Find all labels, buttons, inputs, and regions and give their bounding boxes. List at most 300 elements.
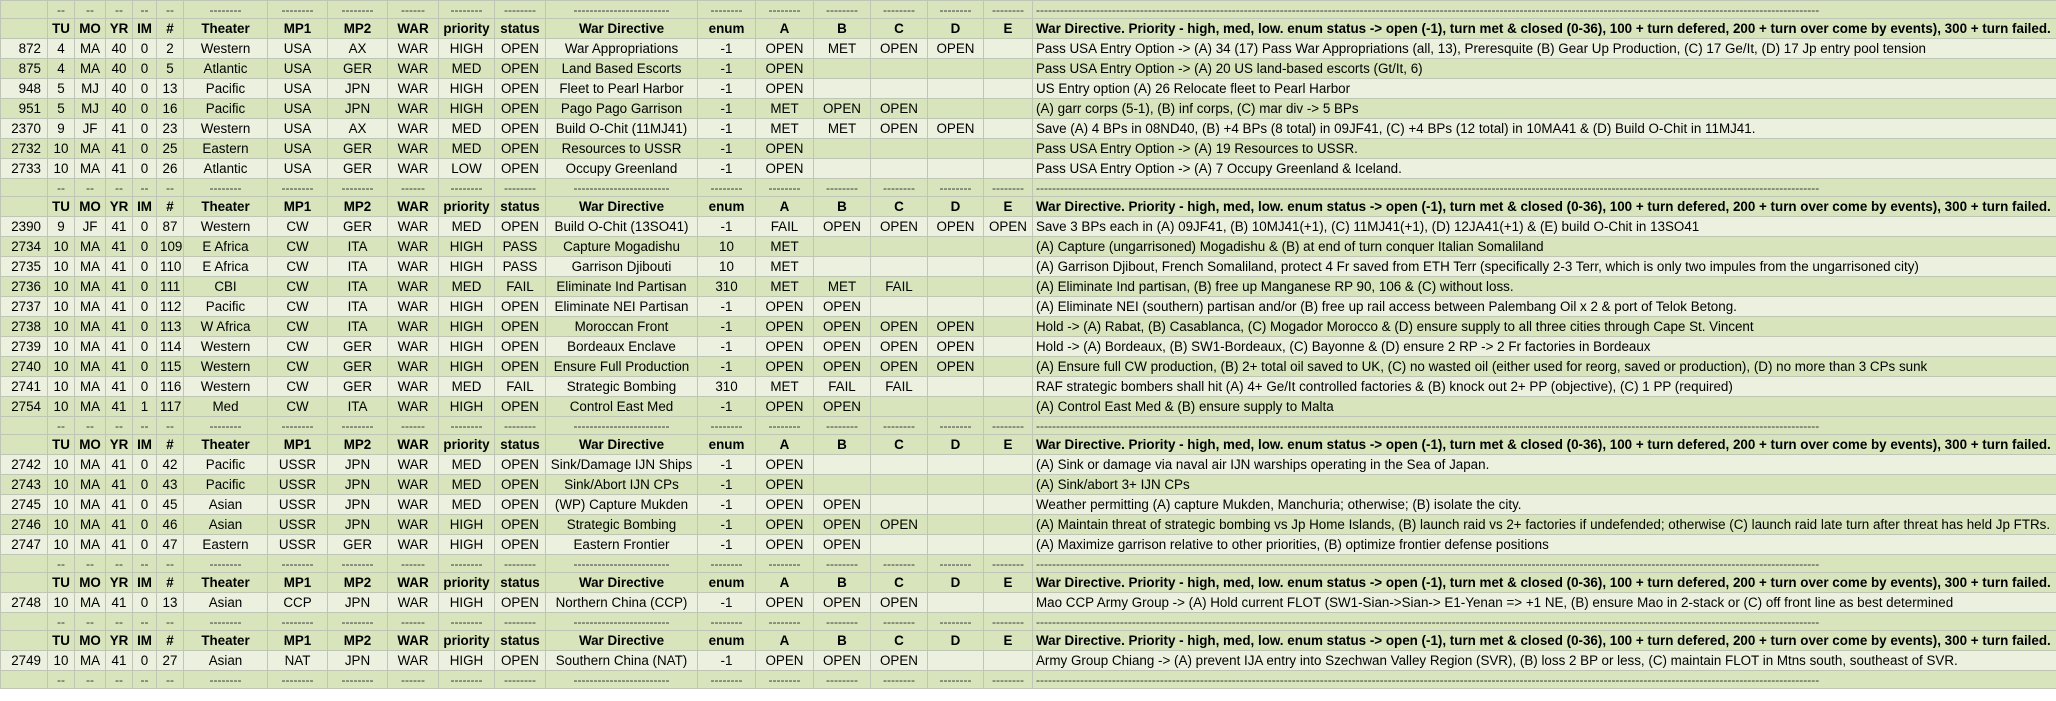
cell-objective-b[interactable]: OPEN <box>814 297 871 317</box>
cell-number[interactable]: 112 <box>157 297 184 317</box>
cell-description[interactable]: Pass USA Entry Option -> (A) 7 Occupy Greenland & Iceland. <box>1033 159 2056 179</box>
cell-war[interactable]: WAR <box>388 217 439 237</box>
cell-turn[interactable]: 5 <box>48 79 75 99</box>
cell-objective-e[interactable] <box>984 357 1033 377</box>
cell-war[interactable]: WAR <box>388 139 439 159</box>
cell-status[interactable]: -------- <box>495 417 546 435</box>
cell-theater[interactable]: -------- <box>184 555 268 573</box>
cell-year[interactable]: 40 <box>106 79 133 99</box>
cell-impulse[interactable]: -- <box>133 613 157 631</box>
cell-war[interactable]: WAR <box>388 159 439 179</box>
cell-major-power-2[interactable]: GER <box>328 159 388 179</box>
cell-major-power-2[interactable]: GER <box>328 139 388 159</box>
cell-objective-b[interactable]: -------- <box>814 613 871 631</box>
cell-objective-d[interactable]: D <box>928 197 984 217</box>
cell-row-id[interactable]: 2743 <box>1 475 48 495</box>
cell-theater[interactable]: Western <box>184 217 268 237</box>
cell-objective-c[interactable] <box>871 297 928 317</box>
cell-month[interactable]: -- <box>75 1 106 19</box>
cell-war[interactable]: WAR <box>388 397 439 417</box>
cell-objective-d[interactable] <box>928 377 984 397</box>
cell-theater[interactable]: Theater <box>184 631 268 651</box>
cell-war[interactable]: WAR <box>388 337 439 357</box>
cell-major-power-2[interactable]: JPN <box>328 515 388 535</box>
cell-objective-c[interactable]: -------- <box>871 613 928 631</box>
cell-description[interactable]: War Directive. Priority - high, med, low. enum status -> open (-1), turn met & closed (0-36), 100 + turn defered, 200 + turn over come by events), 300 + turn failed. <box>1033 435 2056 455</box>
cell-enum[interactable]: -1 <box>698 397 756 417</box>
cell-war[interactable]: ------ <box>388 179 439 197</box>
cell-major-power-2[interactable]: JPN <box>328 475 388 495</box>
cell-number[interactable]: 113 <box>157 317 184 337</box>
cell-enum[interactable]: -------- <box>698 179 756 197</box>
cell-objective-d[interactable] <box>928 237 984 257</box>
cell-enum[interactable]: -1 <box>698 515 756 535</box>
cell-turn[interactable]: 10 <box>48 317 75 337</box>
cell-major-power-2[interactable]: MP2 <box>328 631 388 651</box>
cell-description[interactable]: War Directive. Priority - high, med, low. enum status -> open (-1), turn met & closed (0-36), 100 + turn defered, 200 + turn over come by events), 300 + turn failed. <box>1033 197 2056 217</box>
cell-priority[interactable]: MED <box>439 59 495 79</box>
cell-directive[interactable]: Eliminate Ind Partisan <box>546 277 698 297</box>
cell-row-id[interactable]: 2390 <box>1 217 48 237</box>
cell-description[interactable]: Weather permitting (A) capture Mukden, Manchuria; otherwise; (B) isolate the city. <box>1033 495 2056 515</box>
cell-month[interactable]: -- <box>75 555 106 573</box>
cell-number[interactable]: 26 <box>157 159 184 179</box>
cell-objective-e[interactable]: OPEN <box>984 217 1033 237</box>
cell-priority[interactable]: priority <box>439 435 495 455</box>
cell-objective-d[interactable]: OPEN <box>928 119 984 139</box>
cell-theater[interactable]: Theater <box>184 19 268 39</box>
cell-directive[interactable]: (WP) Capture Mukden <box>546 495 698 515</box>
cell-enum[interactable]: -1 <box>698 317 756 337</box>
cell-directive[interactable]: Land Based Escorts <box>546 59 698 79</box>
cell-objective-d[interactable]: -------- <box>928 555 984 573</box>
cell-directive[interactable]: Capture Mogadishu <box>546 237 698 257</box>
cell-turn[interactable]: 10 <box>48 475 75 495</box>
cell-row-id[interactable] <box>1 613 48 631</box>
cell-enum[interactable]: -1 <box>698 217 756 237</box>
cell-description[interactable]: (A) Ensure full CW production, (B) 2+ total oil saved to UK, (C) no wasted oil (either used for reorg, saved or production), (D) no more than 3 CPs sunk <box>1033 357 2056 377</box>
cell-description[interactable]: Hold -> (A) Rabat, (B) Casablanca, (C) Mogador Morocco & (D) ensure supply to all three cities through Cape St. Vincent <box>1033 317 2056 337</box>
cell-objective-e[interactable] <box>984 515 1033 535</box>
cell-impulse[interactable]: 0 <box>133 651 157 671</box>
cell-month[interactable]: MA <box>75 139 106 159</box>
cell-month[interactable]: MA <box>75 495 106 515</box>
cell-month[interactable]: MA <box>75 337 106 357</box>
cell-enum[interactable]: -------- <box>698 613 756 631</box>
cell-turn[interactable]: 10 <box>48 535 75 555</box>
cell-major-power-2[interactable]: -------- <box>328 179 388 197</box>
cell-priority[interactable]: -------- <box>439 179 495 197</box>
cell-turn[interactable]: 10 <box>48 495 75 515</box>
cell-theater[interactable]: Asian <box>184 495 268 515</box>
cell-number[interactable]: 13 <box>157 79 184 99</box>
cell-priority[interactable]: HIGH <box>439 337 495 357</box>
cell-impulse[interactable]: IM <box>133 197 157 217</box>
cell-enum[interactable]: 310 <box>698 377 756 397</box>
cell-number[interactable]: 87 <box>157 217 184 237</box>
cell-objective-d[interactable]: -------- <box>928 671 984 689</box>
cell-objective-a[interactable]: OPEN <box>756 337 814 357</box>
cell-priority[interactable]: HIGH <box>439 397 495 417</box>
cell-objective-a[interactable]: -------- <box>756 671 814 689</box>
cell-row-id[interactable]: 2734 <box>1 237 48 257</box>
cell-directive[interactable]: Ensure Full Production <box>546 357 698 377</box>
cell-priority[interactable]: HIGH <box>439 297 495 317</box>
cell-major-power-1[interactable]: USA <box>268 59 328 79</box>
cell-objective-d[interactable]: OPEN <box>928 337 984 357</box>
cell-description[interactable]: Mao CCP Army Group -> (A) Hold current FLOT (SW1-Sian->Sian-> E1-Yenan => +1 NE, (B) ensure Mao in 2-stack or (C) off front line as best determined <box>1033 593 2056 613</box>
cell-turn[interactable]: 10 <box>48 377 75 397</box>
cell-objective-e[interactable]: E <box>984 197 1033 217</box>
cell-month[interactable]: MO <box>75 435 106 455</box>
cell-war[interactable]: WAR <box>388 573 439 593</box>
cell-description[interactable]: Pass USA Entry Option -> (A) 19 Resources to USSR. <box>1033 139 2056 159</box>
cell-objective-e[interactable] <box>984 495 1033 515</box>
cell-impulse[interactable]: 0 <box>133 377 157 397</box>
cell-year[interactable]: 41 <box>106 357 133 377</box>
cell-month[interactable]: MA <box>75 455 106 475</box>
cell-war[interactable]: ------ <box>388 1 439 19</box>
cell-enum[interactable]: -1 <box>698 159 756 179</box>
cell-month[interactable]: MO <box>75 19 106 39</box>
cell-theater[interactable]: Western <box>184 377 268 397</box>
cell-theater[interactable]: Med <box>184 397 268 417</box>
cell-year[interactable]: YR <box>106 573 133 593</box>
cell-number[interactable]: 43 <box>157 475 184 495</box>
cell-objective-b[interactable]: OPEN <box>814 317 871 337</box>
cell-turn[interactable]: 10 <box>48 593 75 613</box>
cell-number[interactable]: # <box>157 435 184 455</box>
cell-objective-d[interactable] <box>928 515 984 535</box>
cell-status[interactable]: -------- <box>495 555 546 573</box>
cell-objective-c[interactable]: OPEN <box>871 337 928 357</box>
cell-status[interactable]: OPEN <box>495 317 546 337</box>
cell-major-power-2[interactable]: ITA <box>328 317 388 337</box>
cell-objective-a[interactable]: MET <box>756 99 814 119</box>
cell-month[interactable]: -- <box>75 417 106 435</box>
cell-row-id[interactable] <box>1 555 48 573</box>
cell-description[interactable]: War Directive. Priority - high, med, low. enum status -> open (-1), turn met & closed (0-36), 100 + turn defered, 200 + turn over come by events), 300 + turn failed. <box>1033 19 2056 39</box>
cell-objective-d[interactable] <box>928 257 984 277</box>
cell-status[interactable]: OPEN <box>495 79 546 99</box>
cell-objective-e[interactable] <box>984 277 1033 297</box>
cell-objective-a[interactable]: OPEN <box>756 39 814 59</box>
cell-theater[interactable]: Western <box>184 337 268 357</box>
cell-objective-c[interactable]: C <box>871 631 928 651</box>
cell-objective-d[interactable]: -------- <box>928 1 984 19</box>
cell-objective-a[interactable]: OPEN <box>756 455 814 475</box>
cell-number[interactable]: -- <box>157 417 184 435</box>
cell-impulse[interactable]: -- <box>133 179 157 197</box>
cell-theater[interactable]: Western <box>184 119 268 139</box>
cell-directive[interactable]: ------------------------ <box>546 613 698 631</box>
cell-enum[interactable]: -1 <box>698 593 756 613</box>
cell-war[interactable]: WAR <box>388 19 439 39</box>
cell-directive[interactable]: War Directive <box>546 435 698 455</box>
cell-enum[interactable]: enum <box>698 197 756 217</box>
cell-description[interactable]: (A) Garrison Djibout, French Somaliland, protect 4 Fr saved from ETH Terr (specifically 2-3 Terr, which is only two impules from the ungarrisoned city) <box>1033 257 2056 277</box>
cell-objective-c[interactable]: -------- <box>871 179 928 197</box>
cell-major-power-1[interactable]: -------- <box>268 179 328 197</box>
cell-turn[interactable]: -- <box>48 613 75 631</box>
cell-objective-e[interactable] <box>984 39 1033 59</box>
cell-enum[interactable]: -1 <box>698 119 756 139</box>
cell-objective-a[interactable]: -------- <box>756 179 814 197</box>
cell-directive[interactable]: Build O-Chit (13SO41) <box>546 217 698 237</box>
cell-objective-a[interactable]: OPEN <box>756 317 814 337</box>
cell-directive[interactable]: Pago Pago Garrison <box>546 99 698 119</box>
cell-objective-d[interactable] <box>928 593 984 613</box>
cell-objective-d[interactable] <box>928 397 984 417</box>
cell-directive[interactable]: ------------------------ <box>546 1 698 19</box>
cell-month[interactable]: MA <box>75 297 106 317</box>
cell-theater[interactable]: Asian <box>184 593 268 613</box>
cell-theater[interactable]: -------- <box>184 179 268 197</box>
cell-status[interactable]: -------- <box>495 179 546 197</box>
cell-objective-e[interactable]: -------- <box>984 671 1033 689</box>
cell-description[interactable]: (A) Capture (ungarrisoned) Mogadishu & (B) at end of turn conquer Italian Somaliland <box>1033 237 2056 257</box>
cell-objective-a[interactable]: OPEN <box>756 651 814 671</box>
cell-major-power-2[interactable]: JPN <box>328 593 388 613</box>
cell-objective-b[interactable]: MET <box>814 119 871 139</box>
cell-enum[interactable]: 310 <box>698 277 756 297</box>
cell-description[interactable]: RAF strategic bombers shall hit (A) 4+ Ge/It controlled factories & (B) knock out 2+ PP (objective), (C) 1 PP (required) <box>1033 377 2056 397</box>
cell-impulse[interactable]: 0 <box>133 317 157 337</box>
cell-enum[interactable]: -1 <box>698 495 756 515</box>
cell-status[interactable]: PASS <box>495 237 546 257</box>
cell-objective-e[interactable]: E <box>984 435 1033 455</box>
cell-major-power-2[interactable]: GER <box>328 377 388 397</box>
cell-major-power-2[interactable]: -------- <box>328 613 388 631</box>
cell-objective-e[interactable] <box>984 119 1033 139</box>
cell-status[interactable]: OPEN <box>495 139 546 159</box>
cell-year[interactable]: YR <box>106 19 133 39</box>
cell-theater[interactable]: Atlantic <box>184 159 268 179</box>
cell-month[interactable]: MO <box>75 573 106 593</box>
cell-month[interactable]: MO <box>75 631 106 651</box>
cell-objective-c[interactable]: C <box>871 573 928 593</box>
cell-objective-b[interactable] <box>814 237 871 257</box>
cell-status[interactable]: PASS <box>495 257 546 277</box>
cell-objective-d[interactable] <box>928 59 984 79</box>
cell-war[interactable]: WAR <box>388 357 439 377</box>
cell-theater[interactable]: Theater <box>184 573 268 593</box>
cell-objective-c[interactable]: OPEN <box>871 357 928 377</box>
cell-war[interactable]: WAR <box>388 277 439 297</box>
cell-year[interactable]: 41 <box>106 337 133 357</box>
cell-row-id[interactable] <box>1 19 48 39</box>
cell-year[interactable]: 40 <box>106 99 133 119</box>
cell-priority[interactable]: -------- <box>439 613 495 631</box>
cell-impulse[interactable]: 0 <box>133 139 157 159</box>
cell-impulse[interactable]: 0 <box>133 357 157 377</box>
cell-impulse[interactable]: 0 <box>133 337 157 357</box>
cell-objective-d[interactable]: OPEN <box>928 39 984 59</box>
cell-objective-b[interactable] <box>814 159 871 179</box>
cell-impulse[interactable]: 0 <box>133 99 157 119</box>
cell-row-id[interactable]: 2742 <box>1 455 48 475</box>
cell-major-power-1[interactable]: USA <box>268 79 328 99</box>
cell-major-power-1[interactable]: USSR <box>268 455 328 475</box>
cell-turn[interactable]: TU <box>48 19 75 39</box>
cell-objective-b[interactable]: -------- <box>814 179 871 197</box>
cell-major-power-2[interactable]: -------- <box>328 555 388 573</box>
cell-war[interactable]: WAR <box>388 257 439 277</box>
cell-status[interactable]: OPEN <box>495 217 546 237</box>
cell-war[interactable]: WAR <box>388 651 439 671</box>
cell-description[interactable]: ---------------------------------------------------------------------------------------------------------------------------------------------------------------------------------------------------- <box>1033 1 2056 19</box>
cell-directive[interactable]: War Appropriations <box>546 39 698 59</box>
cell-status[interactable]: OPEN <box>495 59 546 79</box>
cell-status[interactable]: status <box>495 435 546 455</box>
cell-theater[interactable]: Pacific <box>184 99 268 119</box>
cell-major-power-2[interactable]: MP2 <box>328 19 388 39</box>
cell-row-id[interactable]: 2749 <box>1 651 48 671</box>
cell-theater[interactable]: Eastern <box>184 139 268 159</box>
cell-objective-d[interactable]: -------- <box>928 613 984 631</box>
cell-theater[interactable]: -------- <box>184 613 268 631</box>
cell-theater[interactable]: Pacific <box>184 79 268 99</box>
cell-major-power-2[interactable]: AX <box>328 39 388 59</box>
cell-priority[interactable]: HIGH <box>439 317 495 337</box>
cell-priority[interactable]: -------- <box>439 417 495 435</box>
cell-turn[interactable]: -- <box>48 555 75 573</box>
cell-objective-e[interactable] <box>984 79 1033 99</box>
cell-status[interactable]: OPEN <box>495 119 546 139</box>
cell-directive[interactable]: Control East Med <box>546 397 698 417</box>
cell-row-id[interactable]: 875 <box>1 59 48 79</box>
cell-description[interactable]: (A) Eliminate NEI (southern) partisan and/or (B) free up rail access between Palembang Oil x 2 & port of Telok Betong. <box>1033 297 2056 317</box>
cell-major-power-1[interactable]: CW <box>268 297 328 317</box>
cell-major-power-2[interactable]: JPN <box>328 455 388 475</box>
cell-objective-c[interactable]: OPEN <box>871 39 928 59</box>
cell-directive[interactable]: ------------------------ <box>546 417 698 435</box>
cell-objective-a[interactable]: A <box>756 197 814 217</box>
cell-objective-b[interactable]: OPEN <box>814 515 871 535</box>
cell-impulse[interactable]: 0 <box>133 455 157 475</box>
cell-objective-a[interactable]: OPEN <box>756 297 814 317</box>
cell-row-id[interactable]: 951 <box>1 99 48 119</box>
cell-priority[interactable]: HIGH <box>439 257 495 277</box>
cell-major-power-1[interactable]: CW <box>268 397 328 417</box>
cell-war[interactable]: WAR <box>388 79 439 99</box>
cell-objective-a[interactable]: MET <box>756 277 814 297</box>
cell-war[interactable]: WAR <box>388 515 439 535</box>
cell-enum[interactable]: -1 <box>698 99 756 119</box>
cell-year[interactable]: 41 <box>106 159 133 179</box>
cell-status[interactable]: OPEN <box>495 99 546 119</box>
cell-major-power-1[interactable]: CW <box>268 277 328 297</box>
cell-priority[interactable]: HIGH <box>439 79 495 99</box>
cell-war[interactable]: ------ <box>388 417 439 435</box>
cell-objective-e[interactable]: E <box>984 19 1033 39</box>
cell-priority[interactable]: priority <box>439 573 495 593</box>
cell-objective-e[interactable] <box>984 455 1033 475</box>
cell-objective-d[interactable] <box>928 535 984 555</box>
cell-number[interactable]: 2 <box>157 39 184 59</box>
cell-war[interactable]: WAR <box>388 297 439 317</box>
cell-priority[interactable]: HIGH <box>439 535 495 555</box>
cell-war[interactable]: WAR <box>388 495 439 515</box>
cell-impulse[interactable]: IM <box>133 19 157 39</box>
cell-objective-e[interactable]: E <box>984 631 1033 651</box>
cell-priority[interactable]: priority <box>439 197 495 217</box>
cell-theater[interactable]: W Africa <box>184 317 268 337</box>
cell-row-id[interactable]: 2732 <box>1 139 48 159</box>
cell-month[interactable]: MA <box>75 237 106 257</box>
cell-major-power-1[interactable]: CW <box>268 217 328 237</box>
cell-major-power-2[interactable]: MP2 <box>328 197 388 217</box>
cell-objective-c[interactable] <box>871 59 928 79</box>
cell-priority[interactable]: MED <box>439 377 495 397</box>
cell-major-power-2[interactable]: -------- <box>328 1 388 19</box>
cell-war[interactable]: WAR <box>388 631 439 651</box>
cell-number[interactable]: -- <box>157 671 184 689</box>
cell-major-power-1[interactable]: USA <box>268 39 328 59</box>
cell-objective-c[interactable] <box>871 455 928 475</box>
cell-objective-a[interactable]: OPEN <box>756 59 814 79</box>
cell-objective-a[interactable]: OPEN <box>756 535 814 555</box>
cell-objective-d[interactable] <box>928 159 984 179</box>
cell-priority[interactable]: MED <box>439 217 495 237</box>
cell-objective-a[interactable]: OPEN <box>756 475 814 495</box>
cell-turn[interactable]: 4 <box>48 39 75 59</box>
cell-directive[interactable]: War Directive <box>546 197 698 217</box>
cell-row-id[interactable]: 948 <box>1 79 48 99</box>
cell-description[interactable]: Pass USA Entry Option -> (A) 34 (17) Pass War Appropriations (all, 13), Preresquite (B) Gear Up Production, (C) 17 Ge/It, (D) 17 Jp entry pool tension <box>1033 39 2056 59</box>
cell-objective-c[interactable]: OPEN <box>871 593 928 613</box>
cell-month[interactable]: MA <box>75 59 106 79</box>
cell-priority[interactable]: -------- <box>439 1 495 19</box>
cell-war[interactable]: WAR <box>388 593 439 613</box>
cell-theater[interactable]: E Africa <box>184 257 268 277</box>
cell-major-power-2[interactable]: GER <box>328 357 388 377</box>
cell-objective-d[interactable]: OPEN <box>928 317 984 337</box>
cell-enum[interactable]: -1 <box>698 357 756 377</box>
cell-objective-e[interactable] <box>984 99 1033 119</box>
cell-priority[interactable]: LOW <box>439 159 495 179</box>
cell-impulse[interactable]: -- <box>133 1 157 19</box>
cell-objective-d[interactable] <box>928 297 984 317</box>
cell-war[interactable]: WAR <box>388 475 439 495</box>
cell-directive[interactable]: ------------------------ <box>546 179 698 197</box>
cell-major-power-1[interactable]: -------- <box>268 1 328 19</box>
cell-year[interactable]: 41 <box>106 139 133 159</box>
cell-objective-a[interactable]: OPEN <box>756 159 814 179</box>
cell-year[interactable]: 41 <box>106 495 133 515</box>
cell-impulse[interactable]: 0 <box>133 475 157 495</box>
cell-war[interactable]: WAR <box>388 535 439 555</box>
cell-major-power-1[interactable]: CW <box>268 317 328 337</box>
cell-directive[interactable]: Sink/Damage IJN Ships <box>546 455 698 475</box>
cell-number[interactable]: # <box>157 19 184 39</box>
cell-theater[interactable]: Atlantic <box>184 59 268 79</box>
cell-status[interactable]: OPEN <box>495 651 546 671</box>
cell-objective-b[interactable]: B <box>814 631 871 651</box>
cell-status[interactable]: status <box>495 197 546 217</box>
cell-description[interactable]: (A) Eliminate Ind partisan, (B) free up Manganese RP 90, 106 & (C) without loss. <box>1033 277 2056 297</box>
cell-objective-d[interactable] <box>928 79 984 99</box>
cell-major-power-1[interactable]: -------- <box>268 417 328 435</box>
cell-theater[interactable]: -------- <box>184 671 268 689</box>
cell-objective-a[interactable]: OPEN <box>756 397 814 417</box>
cell-status[interactable]: OPEN <box>495 159 546 179</box>
cell-impulse[interactable]: 0 <box>133 79 157 99</box>
cell-objective-c[interactable] <box>871 475 928 495</box>
cell-number[interactable]: 27 <box>157 651 184 671</box>
cell-turn[interactable]: TU <box>48 197 75 217</box>
cell-objective-e[interactable]: -------- <box>984 179 1033 197</box>
